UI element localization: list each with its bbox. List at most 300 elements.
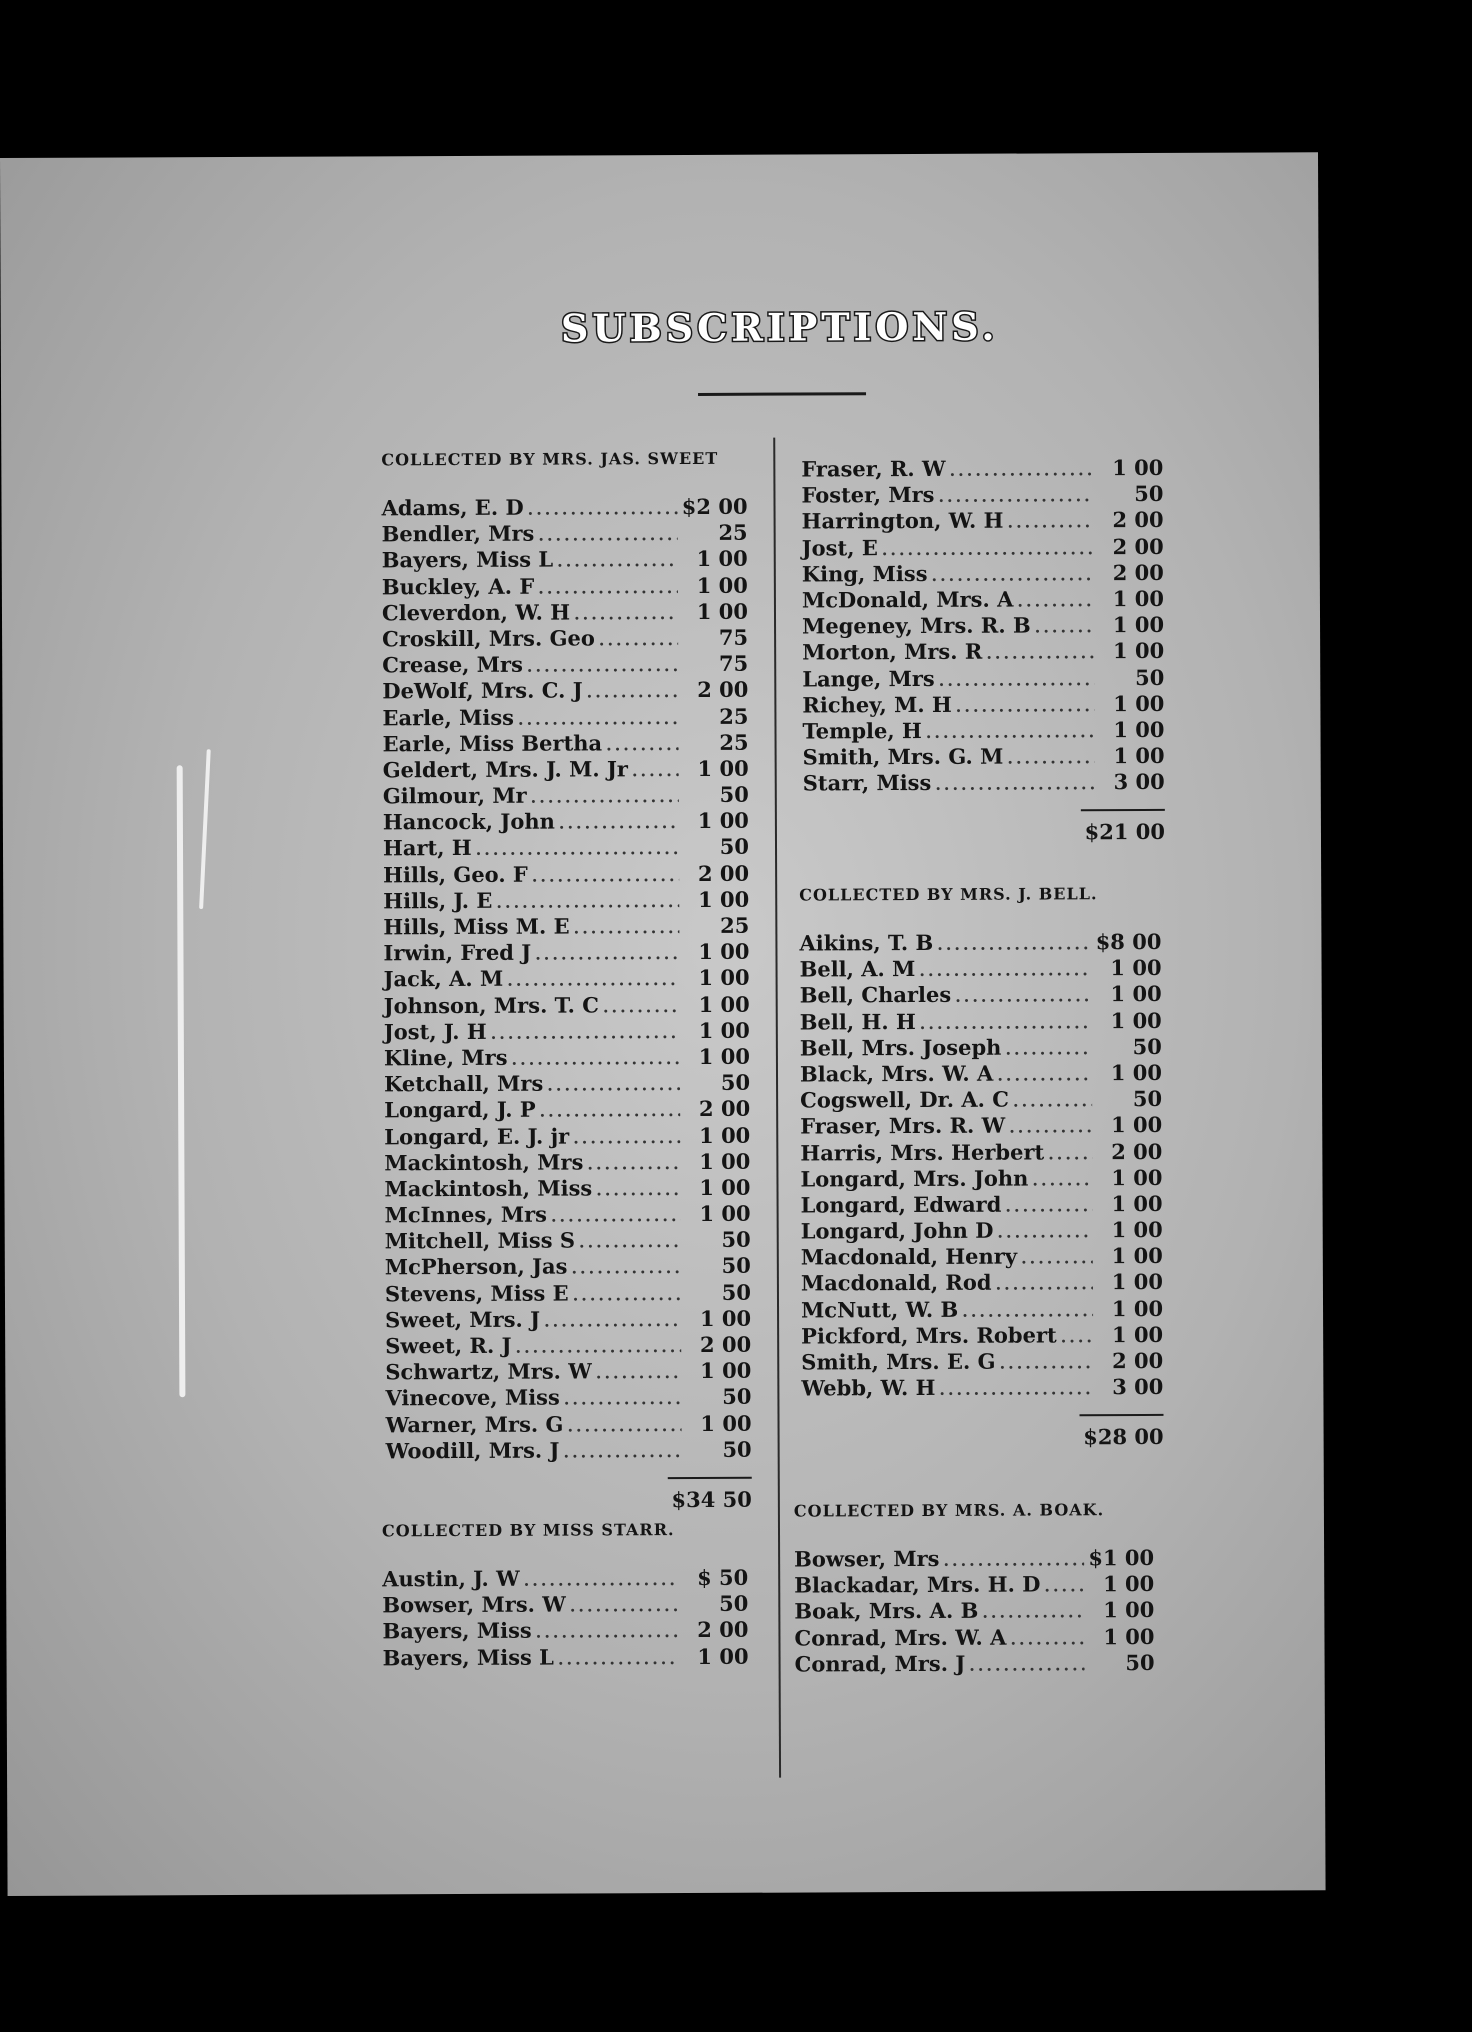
- subscription-amount: 1 00: [698, 1017, 750, 1043]
- subscription-amount: 50: [719, 781, 749, 807]
- dot-leader: [1005, 1196, 1092, 1215]
- subscriber-name: Croskill, Mrs. Geo: [382, 625, 595, 652]
- dot-leader: [882, 539, 1094, 559]
- dot-leader: [596, 1180, 680, 1199]
- dot-leader: [573, 1128, 680, 1147]
- subscription-amount: 1 00: [696, 546, 748, 572]
- subscriber-name: Longard, John D: [800, 1217, 994, 1244]
- subscription-row: [800, 1086, 1162, 1114]
- dot-leader: [603, 997, 680, 1016]
- subscription-amount: 1 00: [697, 755, 749, 781]
- subscription-row: [383, 939, 749, 967]
- subscription-amount: 50: [1132, 1033, 1162, 1059]
- subscription-amount: 25: [719, 729, 749, 755]
- subscription-row: [385, 1227, 751, 1255]
- dot-leader: [557, 551, 678, 571]
- subscription-row: [801, 1243, 1163, 1271]
- dot-leader: [587, 682, 679, 701]
- subscription-amount: 1 00: [699, 1200, 751, 1227]
- subscriber-name: Bayers, Miss: [382, 1618, 532, 1644]
- dot-leader: [476, 839, 679, 859]
- subscription-amount: 1 00: [1103, 1597, 1155, 1623]
- subscription-row: [800, 1034, 1162, 1062]
- subscriber-name: Adams, E. D: [381, 494, 524, 521]
- page-title: SUBSCRIPTIONS.: [560, 303, 999, 351]
- subscription-row: [800, 981, 1162, 1009]
- subscription-row: [385, 1306, 751, 1334]
- subscriber-name: Smith, Mrs. E. G: [801, 1348, 996, 1375]
- dot-leader: [931, 565, 1093, 585]
- dot-leader: [1005, 1039, 1092, 1058]
- subscriber-name: Woodill, Mrs. J: [385, 1437, 560, 1464]
- subscription-amount: 1 00: [1110, 1007, 1162, 1033]
- dot-leader: [955, 987, 1092, 1007]
- subscriber-name: Starr, Miss: [802, 770, 932, 796]
- subscription-row: [385, 1279, 751, 1307]
- subscription-row: [801, 455, 1163, 483]
- subscription-amount: 1 00: [699, 1305, 752, 1331]
- dot-leader: [544, 1311, 681, 1331]
- subscription-row: [802, 664, 1164, 692]
- section-a-boak: [794, 1500, 1155, 1678]
- subscription-row: [800, 1060, 1162, 1088]
- subscription-row: [382, 598, 748, 626]
- subscriber-name: King, Miss: [801, 560, 928, 587]
- subscription-amount: 2 00: [1112, 533, 1164, 559]
- subscription-amount: 50: [1132, 1086, 1163, 1112]
- subscriber-name: Fraser, R. W: [801, 455, 946, 482]
- subscription-amount: 1 00: [1111, 1112, 1163, 1138]
- subscription-row: [801, 1322, 1163, 1350]
- subscriber-name: Morton, Mrs. R: [802, 639, 983, 665]
- subscriber-name: Sweet, R. J: [385, 1332, 512, 1359]
- subscriber-name: Bowser, Mrs. W: [382, 1591, 566, 1618]
- subscription-amount: 1 00: [1112, 585, 1164, 612]
- subscriber-name: Bayers, Miss L: [381, 546, 554, 573]
- subscription-row: [382, 546, 748, 574]
- dot-leader: [935, 774, 1095, 794]
- subscription-row: [802, 717, 1164, 745]
- subscription-amount: 1 00: [1110, 1059, 1163, 1086]
- section-heading: COLLECTED BY MISS STARR.: [381, 1520, 675, 1541]
- subscription-amount: 1 00: [697, 1643, 749, 1669]
- subscription-amount: 2 00: [697, 1617, 749, 1643]
- document-page: [0, 152, 1326, 1896]
- dot-leader: [511, 1049, 679, 1069]
- subscription-row: [383, 808, 749, 836]
- subscription-amount: 50: [722, 1436, 752, 1462]
- dot-leader: [938, 486, 1093, 506]
- subscriber-name: Lange, Mrs: [802, 665, 935, 692]
- subscriber-name: Crease, Mrs: [382, 651, 523, 678]
- subscriber-name: Fraser, Mrs. R. W: [800, 1112, 1006, 1139]
- subscription-amount: 1 00: [1111, 1164, 1163, 1190]
- subscription-row: [385, 1410, 751, 1438]
- dot-leader: [939, 670, 1095, 690]
- subscription-amount: 25: [720, 912, 750, 938]
- dot-leader: [551, 1206, 681, 1226]
- subscriber-name: Hills, J. E: [383, 887, 493, 914]
- subscriber-name: Sweet, Mrs. J: [385, 1306, 541, 1333]
- subscriber-name: Longard, Mrs. John: [800, 1165, 1029, 1192]
- subscription-amount: 25: [718, 519, 748, 546]
- section-heading: COLLECTED BY MRS. JAS. SWEET: [381, 448, 719, 470]
- subscriber-name: Hancock, John: [382, 808, 555, 835]
- subscription-amount: 25: [719, 703, 749, 729]
- dot-leader: [1007, 748, 1094, 767]
- subscription-amount: 1 00: [700, 1357, 752, 1384]
- subscription-amount: 1 00: [699, 1148, 751, 1174]
- subscription-row: [383, 913, 749, 941]
- subscription-amount: 1 00: [696, 572, 748, 598]
- dot-leader: [943, 1550, 1084, 1570]
- dot-leader: [632, 761, 679, 780]
- dot-leader: [536, 1622, 679, 1642]
- subscription-row: [799, 955, 1161, 983]
- dot-leader: [1021, 1248, 1093, 1267]
- subscriber-name: Austin, J. W: [382, 1565, 520, 1592]
- subscription-row: [799, 929, 1161, 957]
- subscriber-name: Johnson, Mrs. T. C: [383, 991, 599, 1018]
- subscription-row: [802, 560, 1164, 588]
- subscription-row: [382, 572, 748, 600]
- dot-leader: [518, 709, 679, 729]
- dot-leader: [531, 787, 679, 807]
- subscription-amount: 3 00: [1113, 769, 1165, 795]
- section-total-row: [803, 809, 1165, 846]
- subscription-amount: 50: [720, 1069, 751, 1095]
- subscription-row: [384, 1122, 750, 1150]
- dot-leader: [986, 644, 1094, 663]
- section-jas-sweet: [381, 449, 752, 1514]
- subscriber-name: Bell, Charles: [799, 982, 952, 1008]
- subscriber-name: Foster, Mrs: [801, 482, 935, 508]
- subscriber-name: Conrad, Mrs. W. A: [794, 1624, 1007, 1651]
- subscription-amount: 2 00: [697, 860, 750, 886]
- subscriber-name: Blackadar, Mrs. H. D: [794, 1571, 1041, 1598]
- subscription-amount: 2 00: [1112, 1347, 1164, 1374]
- subscriber-name: Bendler, Mrs: [381, 520, 535, 547]
- subscriber-name: Bell, H. H: [799, 1008, 916, 1035]
- subscription-amount: 1 00: [698, 938, 750, 965]
- subscription-amount: 1 00: [1111, 1295, 1164, 1321]
- dot-leader: [996, 1275, 1093, 1294]
- subscriber-name: Vinecove, Miss: [385, 1384, 560, 1411]
- subscription-row: [802, 612, 1164, 640]
- subscription-amount: $8 00: [1095, 928, 1162, 955]
- subscription-row: [801, 1269, 1163, 1297]
- subscription-amount: 1 00: [1111, 1269, 1163, 1295]
- subscriber-name: Bowser, Mrs: [794, 1545, 940, 1572]
- subscriber-name: Hart, H: [382, 835, 472, 861]
- subscription-amount: 75: [718, 624, 749, 650]
- subscription-row: [381, 494, 747, 522]
- subscriber-name: Hills, Miss M. E: [383, 913, 570, 940]
- dot-leader: [956, 696, 1095, 716]
- section-miss-starr: [382, 1520, 749, 1671]
- subscriber-name: Mackintosh, Miss: [384, 1175, 593, 1202]
- dot-leader: [538, 525, 677, 545]
- subscriber-name: Mackintosh, Mrs: [384, 1149, 584, 1176]
- subscription-row: [384, 1148, 750, 1176]
- subscription-amount: 1 00: [1103, 1571, 1155, 1597]
- dot-leader: [559, 813, 679, 833]
- subscription-row: [382, 520, 748, 548]
- subscription-amount: 1 00: [698, 991, 750, 1017]
- dot-leader: [919, 960, 1091, 980]
- dot-leader: [567, 1416, 681, 1435]
- dot-leader: [574, 604, 678, 623]
- subscription-amount: 50: [719, 834, 750, 860]
- subscriber-name: Boak, Mrs. A. B: [794, 1598, 979, 1624]
- subscription-row: [382, 1591, 748, 1619]
- subscriber-name: Buckley, A. F: [381, 573, 535, 599]
- subscription-amount: 2 00: [1111, 1138, 1163, 1164]
- dot-leader: [1000, 1353, 1094, 1372]
- dot-leader: [570, 1596, 679, 1615]
- subscription-amount: 1 00: [1111, 1321, 1164, 1347]
- subscription-amount: 1 00: [1111, 1190, 1163, 1217]
- dot-leader: [507, 970, 679, 990]
- subscription-row: [383, 834, 749, 862]
- dot-leader: [528, 499, 678, 519]
- section-total: $21 00: [1081, 809, 1165, 844]
- subscription-amount: 2 00: [698, 1096, 751, 1122]
- subscriber-name: Irwin, Fred J: [383, 939, 532, 966]
- subscriber-name: McNutt, W. B: [800, 1296, 959, 1323]
- dot-leader: [1007, 513, 1093, 532]
- section-total-row: [386, 1477, 752, 1514]
- column-divider: [773, 438, 781, 1778]
- subscription-row: [800, 1112, 1162, 1140]
- subscription-row: [382, 1617, 748, 1645]
- subscription-row: [382, 651, 748, 679]
- subscriber-name: Bell, A. M: [799, 956, 916, 982]
- section-heading: COLLECTED BY MRS. A. BOAK.: [793, 1500, 1105, 1521]
- subscriber-name: Jost, J. H: [383, 1018, 487, 1045]
- subscriber-name: Ketchall, Mrs: [383, 1070, 544, 1097]
- subscription-row: [802, 507, 1164, 535]
- subscription-row: [382, 677, 748, 705]
- dot-leader: [926, 722, 1095, 742]
- dot-leader: [574, 918, 680, 937]
- subscription-amount: 1 00: [699, 1174, 751, 1200]
- dot-leader: [538, 578, 678, 598]
- subscription-row: [800, 1008, 1162, 1036]
- subscription-row: [384, 1017, 750, 1045]
- subscriber-name: Longard, J. P: [384, 1096, 536, 1123]
- subscription-amount: 3 00: [1112, 1374, 1164, 1400]
- subscription-amount: 50: [719, 1590, 749, 1617]
- subscriber-name: DeWolf, Mrs. C. J: [382, 677, 583, 704]
- section-total-row: [801, 1414, 1163, 1451]
- subscriber-name: Webb, W. H: [801, 1375, 936, 1401]
- subscriber-name: Harris, Mrs. Herbert: [800, 1138, 1045, 1166]
- subscription-amount: 1 00: [698, 1043, 750, 1069]
- subscription-amount: 1 00: [699, 1122, 751, 1148]
- subscription-row: [803, 743, 1165, 771]
- subscription-amount: 1 00: [697, 807, 749, 834]
- dot-leader: [596, 1363, 682, 1382]
- dot-leader: [1061, 1327, 1094, 1346]
- subscription-amount: 1 00: [1111, 1216, 1163, 1243]
- subscriber-name: Earle, Miss Bertha: [382, 730, 603, 757]
- dot-leader: [558, 1649, 679, 1669]
- dot-leader: [564, 1389, 682, 1409]
- subscription-amount: 1 00: [1112, 454, 1164, 481]
- subscriber-name: Aikins, T. B: [799, 929, 934, 956]
- subscriber-name: Cogswell, Dr. A. C: [800, 1086, 1010, 1113]
- subscription-amount: 1 00: [1113, 742, 1165, 769]
- subscription-amount: 2 00: [697, 677, 749, 703]
- subscription-row: [794, 1597, 1154, 1625]
- subscription-amount: 1 00: [1110, 955, 1162, 981]
- subscription-amount: 2 00: [699, 1331, 752, 1357]
- subscription-row: [800, 1138, 1162, 1166]
- subscription-row: [795, 1650, 1155, 1678]
- section-j-bell: [799, 884, 1163, 1451]
- subscriber-name: Longard, Edward: [800, 1191, 1002, 1218]
- subscription-row: [801, 1374, 1163, 1402]
- dot-leader: [920, 1013, 1092, 1033]
- subscription-row: [802, 533, 1164, 561]
- subscriber-name: Cleverdon, W. H: [381, 599, 571, 626]
- subscription-row: [801, 1191, 1163, 1219]
- subscription-amount: 50: [721, 1253, 751, 1279]
- subscription-row: [801, 1217, 1163, 1245]
- subscription-amount: 1 00: [1110, 981, 1162, 1007]
- dot-leader: [1010, 1629, 1084, 1648]
- subscription-amount: 1 00: [698, 886, 750, 912]
- subscriber-name: Jost, E: [801, 534, 878, 561]
- subscription-row: [382, 1565, 748, 1593]
- subscription-row: [385, 1358, 751, 1386]
- dot-leader: [969, 1655, 1084, 1675]
- dot-leader: [524, 1570, 679, 1590]
- dot-leader: [950, 460, 1094, 480]
- dot-leader: [1044, 1576, 1084, 1595]
- subscription-amount: 2 00: [1112, 559, 1164, 585]
- subscription-amount: 50: [1125, 1649, 1155, 1675]
- subscription-amount: 50: [1134, 664, 1165, 690]
- dot-leader: [573, 1285, 681, 1304]
- subscriber-name: McPherson, Jas: [384, 1253, 568, 1280]
- subscription-amount: 1 00: [1113, 716, 1165, 743]
- subscription-row: [794, 1545, 1154, 1573]
- subscriber-name: Richey, M. H: [802, 691, 952, 718]
- dot-leader: [587, 1154, 680, 1173]
- subscription-amount: 1 00: [698, 965, 750, 991]
- subscriber-name: Harrington, W. H: [801, 508, 1004, 534]
- dot-leader: [599, 630, 678, 649]
- subscription-amount: 1 00: [1112, 638, 1165, 664]
- subscription-row: [803, 769, 1165, 797]
- subscription-row: [382, 625, 748, 653]
- dot-leader: [540, 1101, 681, 1121]
- paper-tear-mark: [177, 765, 186, 1397]
- subscription-row: [384, 1175, 750, 1203]
- paper-tear-mark: [199, 749, 211, 909]
- subscription-row: [385, 1201, 751, 1229]
- subscription-amount: 2 00: [1112, 507, 1164, 533]
- subscription-row: [383, 860, 749, 888]
- subscriber-name: Earle, Miss: [382, 704, 515, 730]
- title-rule: [698, 392, 866, 396]
- subscription-amount: 1 00: [1113, 690, 1165, 716]
- subscription-row: [384, 1044, 750, 1072]
- subscription-row: [801, 1348, 1163, 1376]
- dot-leader: [1048, 1144, 1092, 1163]
- subscription-row: [383, 756, 749, 784]
- subscription-row: [385, 1332, 751, 1360]
- subscriber-name: Schwartz, Mrs. W: [385, 1358, 592, 1385]
- subscription-amount: 1 00: [1112, 612, 1165, 638]
- subscription-row: [384, 1070, 750, 1098]
- dot-leader: [1013, 1091, 1092, 1110]
- subscription-amount: 1 00: [1111, 1243, 1163, 1269]
- subscription-row: [794, 1571, 1154, 1599]
- dot-leader: [939, 1379, 1093, 1399]
- subscription-row: [384, 965, 750, 993]
- dot-leader: [997, 1222, 1092, 1241]
- subscription-row: [801, 1296, 1163, 1324]
- subscription-amount: 50: [721, 1226, 751, 1253]
- subscription-row: [800, 1165, 1162, 1193]
- subscription-row: [382, 703, 748, 731]
- dot-leader: [491, 1023, 680, 1043]
- subscriber-name: Smith, Mrs. G. M: [802, 743, 1004, 770]
- subscriber-name: Pickford, Mrs. Robert: [801, 1322, 1057, 1349]
- dot-leader: [997, 1065, 1092, 1084]
- subscription-row: [386, 1436, 752, 1464]
- section-total: $28 00: [1079, 1414, 1163, 1449]
- subscriber-name: Kline, Mrs: [383, 1044, 508, 1071]
- subscription-row: [802, 691, 1164, 719]
- subscriber-name: Gilmour, Mr: [382, 782, 527, 809]
- subscription-amount: 1 00: [1103, 1623, 1155, 1649]
- subscriber-name: Stevens, Miss E: [384, 1280, 569, 1306]
- subscriber-name: Black, Mrs. W. A: [799, 1060, 994, 1087]
- section-total: $34 50: [668, 1477, 752, 1512]
- subscription-amount: $1 00: [1088, 1544, 1155, 1571]
- subscription-amount: 50: [721, 1279, 752, 1305]
- subscriber-name: Megeney, Mrs. R. B: [801, 612, 1031, 639]
- dot-leader: [937, 934, 1091, 954]
- subscription-row: [801, 481, 1163, 509]
- dot-leader: [1017, 591, 1094, 610]
- subscription-amount: 50: [722, 1384, 752, 1410]
- subscriber-name: Hills, Geo. F: [383, 861, 528, 887]
- section-heading: COLLECTED BY MRS. J. BELL.: [799, 884, 1098, 905]
- dot-leader: [571, 1258, 680, 1277]
- subscription-row: [384, 1096, 750, 1124]
- subscriber-name: Macdonald, Henry: [800, 1243, 1018, 1270]
- subscription-row: [802, 638, 1164, 666]
- subscriber-name: Geldert, Mrs. J. M. Jr: [382, 756, 628, 783]
- dot-leader: [547, 1075, 680, 1095]
- dot-leader: [579, 1232, 681, 1251]
- subscription-row: [385, 1384, 751, 1412]
- dot-leader: [496, 892, 679, 912]
- subscription-row: [383, 729, 749, 757]
- dot-leader: [535, 944, 679, 964]
- subscription-amount: $ 50: [696, 1564, 749, 1590]
- dot-leader: [527, 656, 678, 676]
- subscriber-name: Mitchell, Miss S: [384, 1227, 576, 1254]
- subscriber-name: Jack, A. M: [383, 966, 504, 992]
- subscription-amount: 75: [718, 650, 749, 676]
- subscriber-name: Warner, Mrs. G: [385, 1411, 564, 1437]
